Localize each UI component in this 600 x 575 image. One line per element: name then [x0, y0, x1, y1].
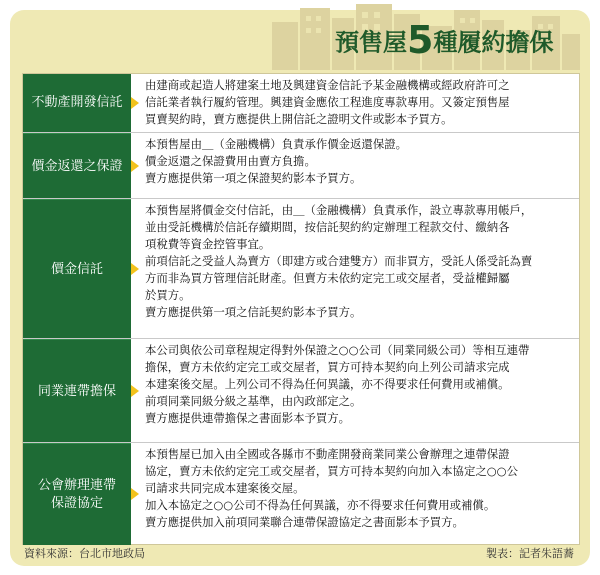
- row-content: 本預售屋已加入由全國或各縣市不動產開發商業同業公會辦理之連帶保證 協定，賣方未依約定完工或交屋者，買方可持本契約向加入本協定之○○公 司請求共同完成本建案後交屋。 加入本協定之○○公司不得為任何異議，亦不得要求任何費用或補償。 賣方應提供加入前項同業聯合連帶保證協定之書面影本予買方。: [145, 447, 518, 529]
- row-arrow-icon: [131, 97, 139, 109]
- credit-note: 製表：記者朱語蕎: [486, 547, 574, 560]
- table-row-real-estate-trust: [23, 74, 579, 132]
- infographic-title: [335, 18, 580, 62]
- table-row-association-guarantee: [23, 442, 579, 545]
- row-label: 不動產開發信託: [23, 74, 131, 132]
- source-note: 資料來源：台北市地政局: [24, 547, 145, 560]
- table-row-refund-guarantee: [23, 132, 579, 199]
- row-label: 價金信託: [23, 199, 131, 339]
- row-label: 價金返還之保證: [23, 133, 131, 199]
- row-label: 公會辦理連帶 保證協定: [23, 443, 131, 545]
- row-content: 本預售屋將價金交付信託，由＿（金融機構）負責承作，設立專款專用帳戶， 並由受託機構於信託存續期間，按信託契約約定辦理工程款交付、繳納各 項稅費等資金控管事宜。 前項信託之受益人為賣方（即建方或合建雙方）而非買方，受託人係受託為賣 方而非為買方管理信託財產。但賣方未依約定完工或交屋者，受益權歸屬 於買方。 賣方應提供第一項之信託契約影本予買方。: [145, 203, 533, 319]
- title-part-2: 種履約擔保: [433, 28, 554, 57]
- row-content: 由建商或起造人將建案土地及興建資金信託予某金融機構或經政府許可之 信託業者執行履約管理。興建資金應依工程進度專款專用。又簽定預售屋 買賣契約時，賣方應提供上開信託之證明文件或影本予買方。: [145, 78, 510, 126]
- row-content: 本預售屋由＿（金融機構）負責承作價金返還保證。 價金返還之保證費用由賣方負擔。 賣方應提供第一項之保證契約影本予買方。: [145, 137, 407, 185]
- guarantee-table: [22, 73, 580, 545]
- table-row-price-trust: [23, 198, 579, 339]
- row-arrow-icon: [131, 160, 139, 172]
- table-row-peer-joint-guarantee: [23, 338, 579, 443]
- row-label: 同業連帶擔保: [23, 339, 131, 443]
- title-number: 5: [407, 18, 434, 62]
- row-content: 本公司與依公司章程規定得對外保證之○○公司（同業同級公司）等相互連帶 擔保，賣方未依約定完工或交屋者，買方可持本契約向上列公司請求完成 本建案後交屋。上列公司不得為任何異議，亦不得要求任何費用或補償。 前項同業同級分級之基準，由內政部定之。 賣方應提供連帶擔保之書面影本予買方。: [145, 343, 530, 425]
- row-arrow-icon: [131, 488, 139, 500]
- row-arrow-icon: [131, 263, 139, 275]
- row-arrow-icon: [131, 385, 139, 397]
- title-part-1: 預售屋: [335, 28, 407, 57]
